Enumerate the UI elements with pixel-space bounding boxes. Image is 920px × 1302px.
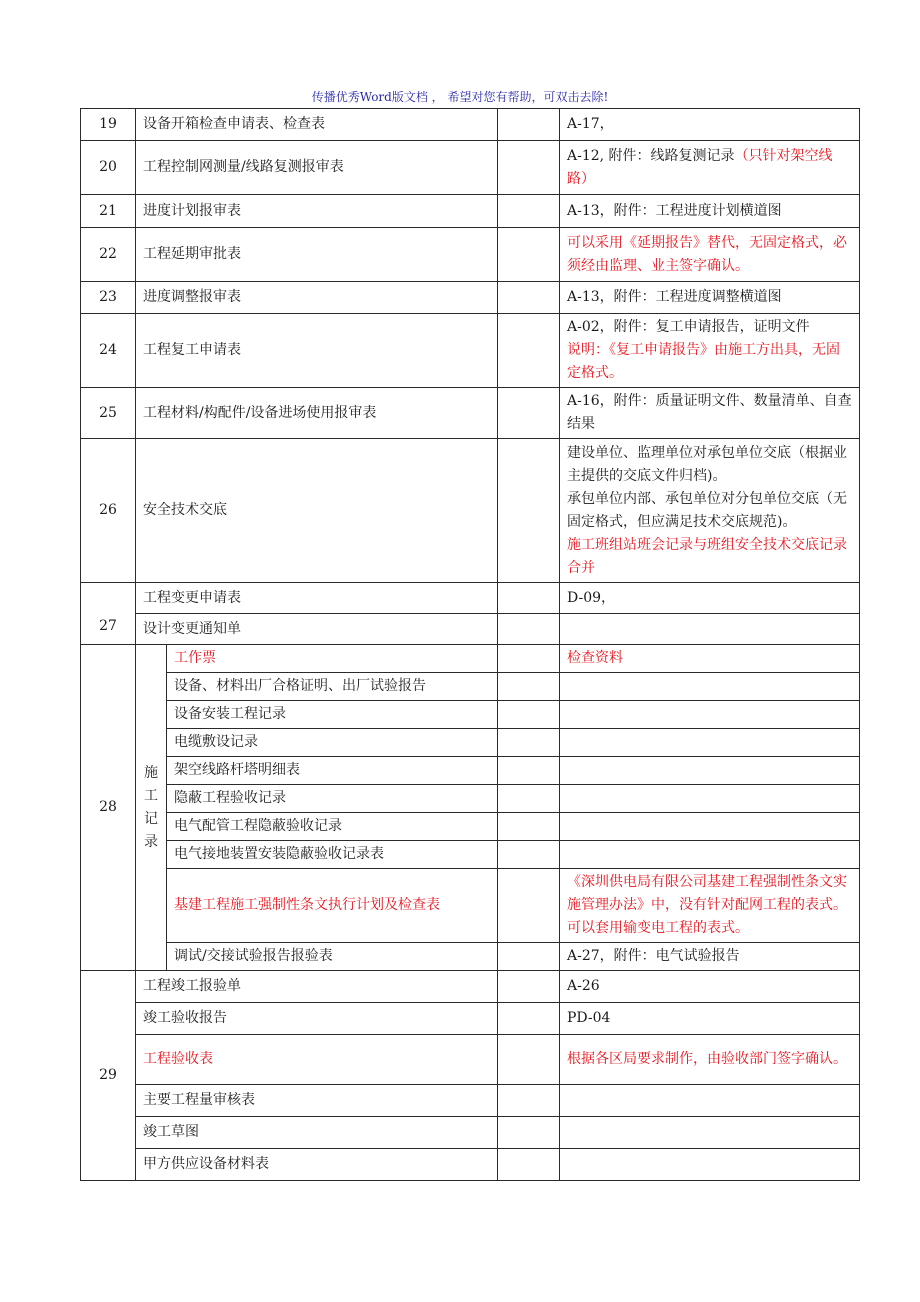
item-remark: 可以采用《延期报告》替代，无固定格式，必须经由监理、业主签字确认。 (560, 228, 860, 282)
table-row (81, 141, 860, 195)
item-name: 设计变更通知单 (136, 614, 498, 645)
blank-cell (498, 195, 560, 228)
table-row (81, 583, 860, 614)
table-row (81, 701, 860, 729)
row-number: 27 (81, 583, 136, 645)
table-row (81, 1085, 860, 1117)
group-label (136, 645, 167, 971)
blank-cell (498, 388, 560, 439)
item-remark: PD-04 (560, 1003, 860, 1035)
blank-cell (498, 1149, 560, 1181)
table-row (81, 388, 860, 439)
item-name: 设备安装工程记录 (167, 701, 498, 729)
table-row (81, 614, 860, 645)
table-row (81, 673, 860, 701)
table-row (81, 1117, 860, 1149)
blank-cell (560, 1085, 860, 1117)
item-remark: 《深圳供电局有限公司基建工程强制性条文实施管理办法》中，没有针对配网工程的表式。可以套用输变电工程的表式。 (560, 869, 860, 943)
table-row (81, 971, 860, 1003)
blank-cell (498, 943, 560, 971)
row-number: 22 (81, 228, 136, 282)
item-name: 甲方供应设备材料表 (136, 1149, 498, 1181)
item-name: 进度计划报审表 (136, 195, 498, 228)
remark-highlight: （只针对架空线路） (567, 147, 833, 187)
item-remark (560, 314, 860, 388)
group-char: 记 (144, 810, 158, 827)
item-name: 隐蔽工程验收记录 (167, 785, 498, 813)
item-name: 工程材料/构配件/设备进场使用报审表 (136, 388, 498, 439)
table-row (81, 869, 860, 943)
blank-cell (560, 614, 860, 645)
row-number: 28 (81, 645, 136, 971)
table-row (81, 1003, 860, 1035)
document-table (80, 108, 860, 1181)
blank-cell (498, 841, 560, 869)
item-name: 电气配管工程隐蔽验收记录 (167, 813, 498, 841)
blank-cell (560, 813, 860, 841)
blank-cell (560, 673, 860, 701)
group-char: 工 (144, 787, 158, 804)
blank-cell (560, 785, 860, 813)
item-remark: D-09， (560, 583, 860, 614)
blank-cell (498, 1035, 560, 1085)
item-remark: A-26 (560, 971, 860, 1003)
item-name: 进度调整报审表 (136, 282, 498, 314)
blank-cell (498, 673, 560, 701)
item-remark: 检查资料 (560, 645, 860, 673)
blank-cell (560, 701, 860, 729)
remark-part: A-02，附件：复工申请报告，证明文件 (567, 319, 810, 335)
row-number: 23 (81, 282, 136, 314)
blank-cell (498, 729, 560, 757)
row-number: 21 (81, 195, 136, 228)
blank-cell (498, 645, 560, 673)
remark-part: 承包单位内部、承包单位对分包单位交底（无固定格式，但应满足技术交底规范)。 (567, 490, 847, 530)
blank-cell (498, 282, 560, 314)
blank-cell (560, 1117, 860, 1149)
blank-cell (560, 841, 860, 869)
remark-highlight: 施工班组站班会记录与班组安全技术交底记录合并 (567, 536, 847, 576)
row-number: 29 (81, 971, 136, 1181)
item-name: 设备、材料出厂合格证明、出厂试验报告 (167, 673, 498, 701)
table-row (81, 195, 860, 228)
item-name: 工程验收表 (136, 1035, 498, 1085)
row-number: 25 (81, 388, 136, 439)
blank-cell (498, 228, 560, 282)
item-remark: A-13，附件：工程进度调整横道图 (560, 282, 860, 314)
table-row (81, 785, 860, 813)
blank-cell (498, 109, 560, 141)
table-row (81, 645, 860, 673)
blank-cell (498, 439, 560, 583)
blank-cell (498, 1003, 560, 1035)
item-name: 架空线路杆塔明细表 (167, 757, 498, 785)
item-name: 安全技术交底 (136, 439, 498, 583)
blank-cell (498, 1117, 560, 1149)
group-char: 施 (144, 764, 158, 781)
item-remark (560, 141, 860, 195)
blank-cell (498, 757, 560, 785)
item-remark (560, 439, 860, 583)
table-row (81, 1035, 860, 1085)
table-row (81, 282, 860, 314)
item-name: 工程延期审批表 (136, 228, 498, 282)
item-remark: A-17， (560, 109, 860, 141)
blank-cell (560, 757, 860, 785)
table-row (81, 757, 860, 785)
item-name: 工程竣工报验单 (136, 971, 498, 1003)
item-name: 工作票 (167, 645, 498, 673)
row-number: 19 (81, 109, 136, 141)
blank-cell (560, 729, 860, 757)
table-row (81, 314, 860, 388)
table-row (81, 729, 860, 757)
blank-cell (498, 1085, 560, 1117)
item-name: 电缆敷设记录 (167, 729, 498, 757)
item-name: 主要工程量审核表 (136, 1085, 498, 1117)
blank-cell (498, 583, 560, 614)
remark-highlight: 说明：《复工申请报告》由施工方出具，无固定格式。 (567, 342, 840, 381)
blank-cell (498, 813, 560, 841)
item-name: 竣工草图 (136, 1117, 498, 1149)
table-row (81, 439, 860, 583)
item-remark: A-27，附件：电气试验报告 (560, 943, 860, 971)
table-row (81, 943, 860, 971)
item-name: 调试/交接试验报告报验表 (167, 943, 498, 971)
table-row (81, 228, 860, 282)
item-name: 设备开箱检查申请表、检查表 (136, 109, 498, 141)
table-row (81, 813, 860, 841)
table-row (81, 109, 860, 141)
blank-cell (498, 785, 560, 813)
item-remark: 根据各区局要求制作，由验收部门签字确认。 (560, 1035, 860, 1085)
table-row (81, 1149, 860, 1181)
blank-cell (498, 614, 560, 645)
header-note: 传播优秀Word版文档 ， 希望对您有帮助，可双击去除! (311, 90, 609, 104)
remark-part: 建设单位、监理单位对承包单位交底（根据业主提供的交底文件归档)。 (567, 444, 847, 484)
item-name: 工程控制网测量/线路复测报审表 (136, 141, 498, 195)
table-row (81, 841, 860, 869)
item-name: 基建工程施工强制性条文执行计划及检查表 (167, 869, 498, 943)
row-number: 20 (81, 141, 136, 195)
item-name: 工程复工申请表 (136, 314, 498, 388)
row-number: 26 (81, 439, 136, 583)
blank-cell (498, 141, 560, 195)
blank-cell (498, 869, 560, 943)
remark-part: A-12, 附件：线路复测记录 (567, 147, 735, 164)
item-remark: A-16，附件：质量证明文件、数量清单、自查结果 (560, 388, 860, 439)
item-name: 竣工验收报告 (136, 1003, 498, 1035)
group-char: 录 (144, 833, 158, 850)
item-remark: A-13，附件：工程进度计划横道图 (560, 195, 860, 228)
row-number: 24 (81, 314, 136, 388)
item-name: 电气接地装置安装隐蔽验收记录表 (167, 841, 498, 869)
blank-cell (498, 971, 560, 1003)
blank-cell (498, 701, 560, 729)
blank-cell (498, 314, 560, 388)
blank-cell (560, 1149, 860, 1181)
item-name: 工程变更申请表 (136, 583, 498, 614)
